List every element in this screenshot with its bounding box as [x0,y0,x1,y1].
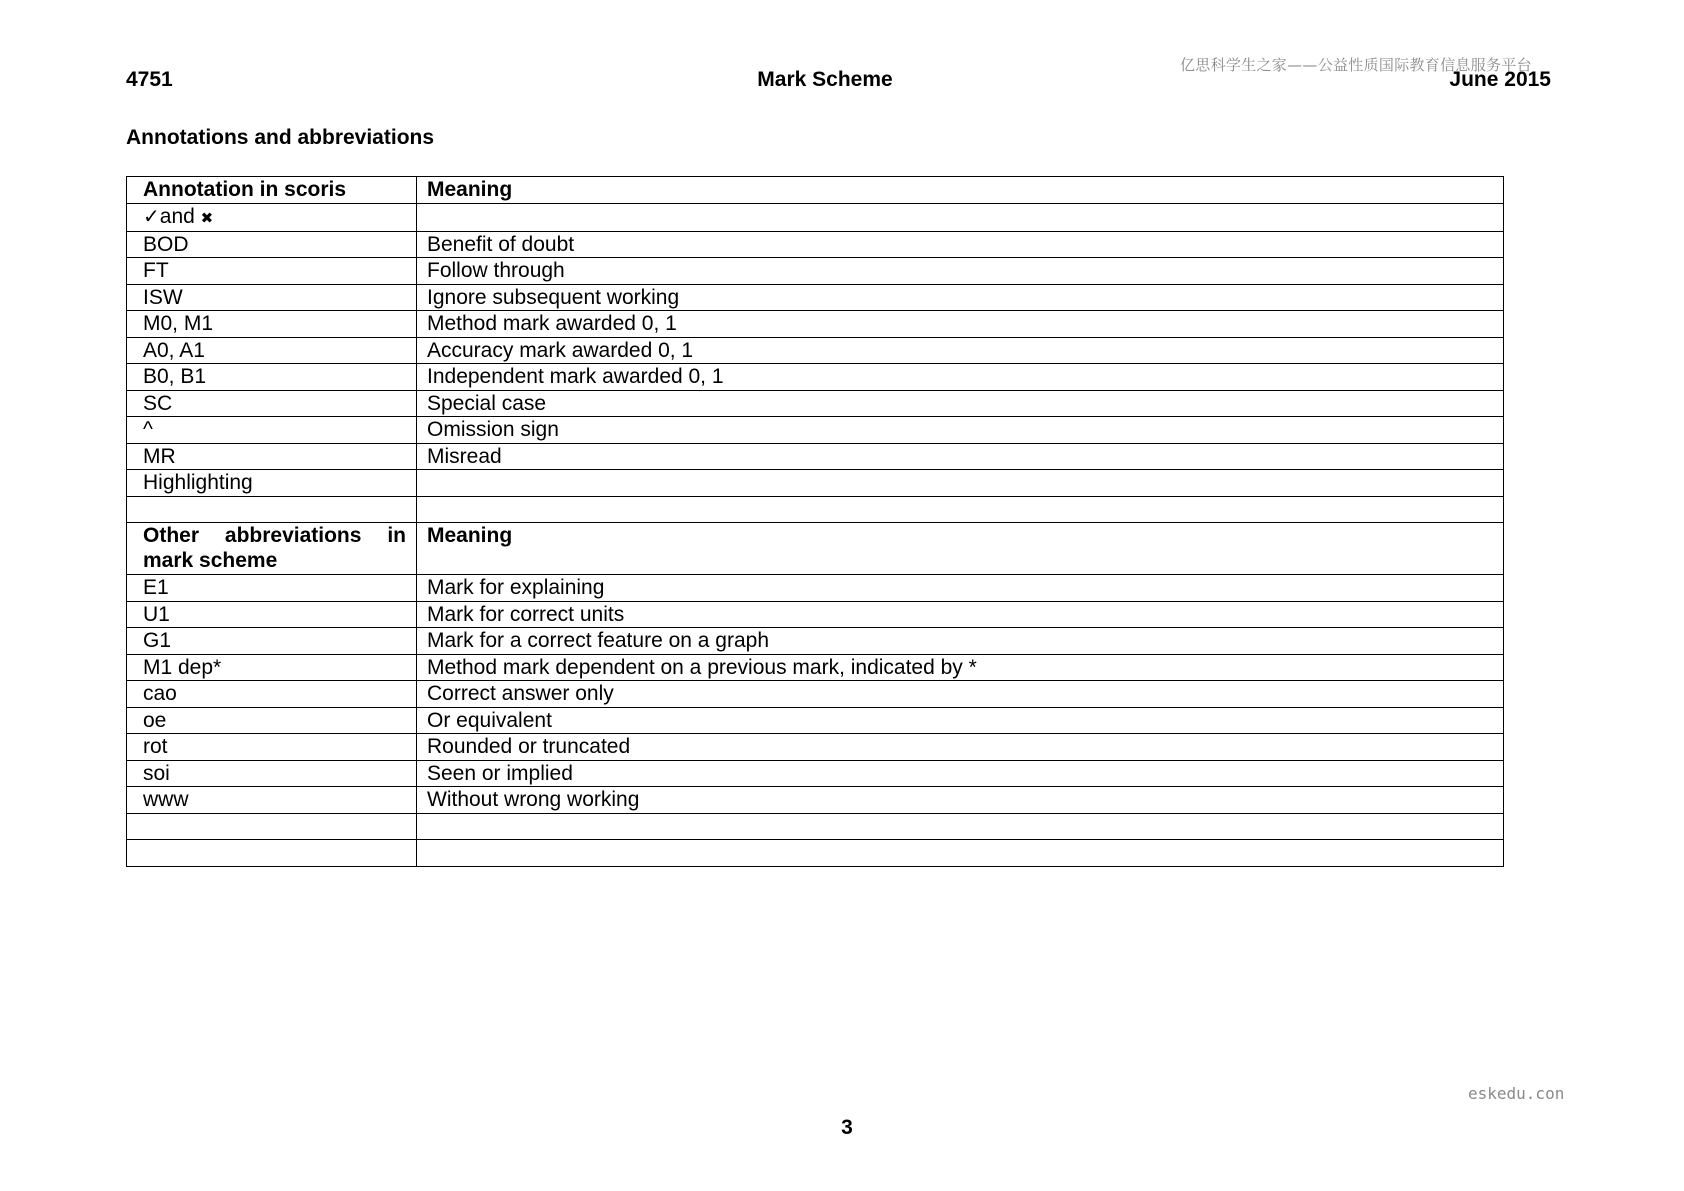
annotation-row [127,443,1504,470]
annotation-row-code: SC [127,390,417,417]
annotation-row-meaning: Independent mark awarded 0, 1 [417,364,1504,391]
annotation-row-code: A0, A1 [127,337,417,364]
tick-cross-joiner: and [159,204,195,228]
abbreviation-row-code [127,840,417,867]
abbreviation-row [127,840,1504,867]
abbreviation-row [127,813,1504,840]
annotation-row-code: M0, M1 [127,311,417,338]
abbreviation-row [127,787,1504,814]
abbreviation-row-meaning: Correct answer only [417,681,1504,708]
annotation-row [127,337,1504,364]
abbreviation-row-code: E1 [127,575,417,602]
abbreviation-row-meaning: Mark for a correct feature on a graph [417,628,1504,655]
annotation-row-meaning: Follow through [417,258,1504,285]
annotation-row-code: Highlighting [127,470,417,497]
tick-cross-cell [127,203,417,231]
annotation-row-meaning [417,496,1504,523]
annotation-row-meaning [417,470,1504,497]
abbreviations-header-line1: Other abbreviations in [143,524,406,547]
watermark-bottom: eskedu.con [1468,1084,1565,1103]
abbreviation-row-meaning: Mark for explaining [417,575,1504,602]
abbreviations-header-col1 [127,523,417,575]
abbreviation-row [127,601,1504,628]
abbreviation-row-meaning [417,813,1504,840]
abbreviation-row-code: U1 [127,601,417,628]
annotation-row-meaning: Special case [417,390,1504,417]
annotation-row-code: MR [127,443,417,470]
abbreviation-row-code: soi [127,760,417,787]
annotation-row [127,231,1504,258]
abbreviation-row-meaning [417,840,1504,867]
annotation-row-meaning: Misread [417,443,1504,470]
annotation-row [127,496,1504,523]
annotation-row [127,284,1504,311]
document-code: 4751 [126,68,173,91]
annotation-row-code [127,496,417,523]
abbreviations-header-row [127,523,1504,575]
abbreviation-row [127,760,1504,787]
annotation-row [127,417,1504,444]
annotation-row [127,311,1504,338]
abbreviation-row-meaning: Method mark dependent on a previous mark, indicated by * [417,654,1504,681]
abbreviation-row-code: M1 dep* [127,654,417,681]
abbreviation-row-meaning: Without wrong working [417,787,1504,814]
annotation-row [127,470,1504,497]
abbreviations-header-line2: mark scheme [143,549,278,572]
abbreviation-row-code: cao [127,681,417,708]
page-number: 3 [841,1116,853,1139]
annotation-row-meaning: Method mark awarded 0, 1 [417,311,1504,338]
annotations-table [126,176,1504,867]
tick-cross-meaning [417,203,1504,231]
annotation-row-meaning: Benefit of doubt [417,231,1504,258]
abbreviation-row [127,707,1504,734]
cross-icon: ✖ [200,209,214,227]
tick-cross-row [127,203,1504,231]
watermark-top: 亿思科学生之家——公益性质国际教育信息服务平台 [1180,56,1532,74]
annotations-header-col1: Annotation in scoris [127,177,417,204]
annotations-header-row [127,177,1504,204]
document-date: June 2015 [1449,68,1551,91]
annotation-row-code: B0, B1 [127,364,417,391]
section-title: Annotations and abbreviations [126,126,435,149]
annotation-row-code: FT [127,258,417,285]
abbreviation-row-meaning: Mark for correct units [417,601,1504,628]
annotation-row-code: ISW [127,284,417,311]
abbreviation-row-meaning: Or equivalent [417,707,1504,734]
abbreviations-header-col2: Meaning [417,523,1504,575]
abbreviation-row-meaning: Seen or implied [417,760,1504,787]
annotation-row-code: BOD [127,231,417,258]
annotation-row-code: ^ [127,417,417,444]
abbreviation-row [127,681,1504,708]
abbreviation-row-code: oe [127,707,417,734]
abbreviation-row-code: www [127,787,417,814]
annotation-row [127,390,1504,417]
annotation-row [127,364,1504,391]
abbreviation-row-meaning: Rounded or truncated [417,734,1504,761]
tick-icon: ✓ [143,205,160,228]
annotation-row-meaning: Accuracy mark awarded 0, 1 [417,337,1504,364]
abbreviation-row [127,628,1504,655]
document-title: Mark Scheme [757,68,893,91]
annotation-row-meaning: Omission sign [417,417,1504,444]
annotation-row [127,258,1504,285]
abbreviation-row [127,734,1504,761]
abbreviation-row-code [127,813,417,840]
annotations-header-col2: Meaning [417,177,1504,204]
annotation-row-meaning: Ignore subsequent working [417,284,1504,311]
abbreviation-row-code: rot [127,734,417,761]
abbreviation-row-code: G1 [127,628,417,655]
abbreviation-row [127,575,1504,602]
abbreviation-row [127,654,1504,681]
